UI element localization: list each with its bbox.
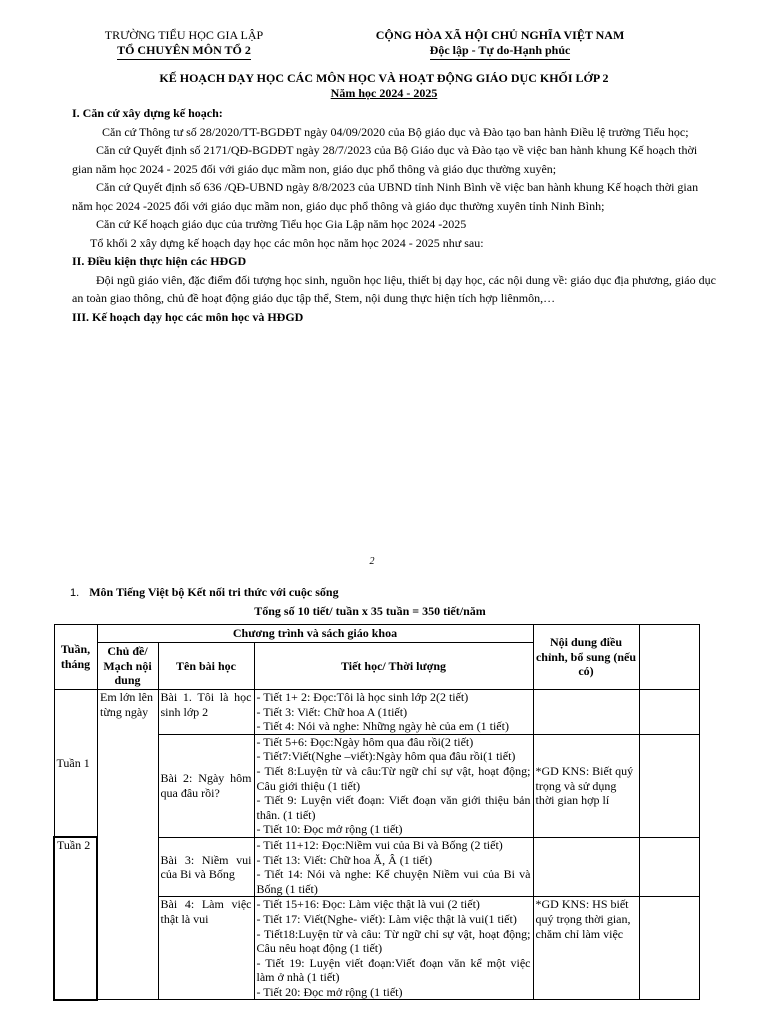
section1-para: Căn cứ Kế hoạch giáo dục của trường Tiểu học Gia Lập năm học 2024 -2025	[96, 217, 467, 231]
lesson-name: Bài 3: Niềm vui của Bi và Bống	[158, 837, 254, 896]
school-header	[76, 28, 292, 60]
extra-cell	[639, 837, 699, 896]
header-program: Chương trình và sách giáo khoa	[97, 625, 533, 643]
title-main: KẾ HOẠCH DẠY HỌC CÁC MÔN HỌC VÀ HOẠT ĐỘNG GIÁO DỤC KHỐI LỚP 2	[159, 71, 609, 85]
extra-cell	[639, 734, 699, 837]
adjust-note	[533, 837, 639, 896]
header-week: Tuần, tháng	[54, 625, 97, 690]
header-topic: Chủ đề/ Mạch nội dung	[97, 643, 158, 690]
school-name: TRƯỜNG TIỂU HỌC GIA LẬP	[104, 28, 264, 42]
department-name: TỔ CHUYÊN MÔN TỔ 2	[76, 43, 292, 60]
section2-heading: II. Điều kiện thực hiện các HĐGD	[72, 254, 247, 268]
period-list: - Tiết 15+16: Đọc: Làm việc thật là vui (2 tiết) - Tiết 17: Viết(Nghe- viết): Làm việc thật là vui(1 tiết) - Tiết18:Luyện từ và câu: Từ ngữ chỉ sự vật, hoạt động; Câu nêu hoạt động (1 tiết) - Tiết 19: Luyện viết đoạn:Viết đoạn văn kể một việc làm ở nhà (1 tiết) - Tiết 20: Đọc mở rộng (1 tiết)	[254, 897, 533, 1000]
section1-para: Căn cứ Thông tư số 28/2020/TT-BGDĐT ngày 04/09/2020 của Bộ giáo dục và Đào tạo ban hành Điều lệ trường Tiểu học;	[102, 124, 689, 139]
period-list: - Tiết 11+12: Đọc:Niềm vui của Bi và Bống (2 tiết) - Tiết 13: Viết: Chữ hoa Ă, Â (1 tiết) - Tiết 14: Nói và nghe: Kể chuyện Niềm vui của Bi và Bống (1 tiết)	[254, 837, 533, 896]
adjust-note	[533, 690, 639, 735]
section1-para: Căn cứ Quyết định số 2171/QĐ-BGDĐT ngày 28/7/2023 của Bộ Giáo dục và Đào tạo về việc ban hành khung Kế hoạch thời gian năm học 2024 - 2025 đối với giáo dục mầm non, giáo dục phổ thông và giáo dục thường xuyên;	[72, 143, 698, 176]
section1-para: Tổ khối 2 xây dựng kế hoạch dạy học các môn học năm học 2024 - 2025 như sau:	[90, 235, 484, 250]
document-body	[72, 104, 718, 326]
extra-cell	[639, 690, 699, 735]
adjust-note: *GD KNS: Biết quý trọng và sử dụng thời gian hợp lí	[533, 734, 639, 837]
adjust-note: *GD KNS: HS biết quý trọng thời gian, chăm chỉ làm việc	[533, 897, 639, 1000]
week-cell: Tuần 1	[54, 690, 97, 838]
header-period: Tiết học/ Thời lượng	[254, 643, 533, 690]
header-lesson: Tên bài học	[158, 643, 254, 690]
lesson-name: Bài 2: Ngày hôm qua đâu rồi?	[158, 734, 254, 837]
period-list: - Tiết 5+6: Đọc:Ngày hôm qua đâu rồi(2 tiết) - Tiết7:Viết(Nghe –viết):Ngày hôm qua đâu rồi(1 tiết) - Tiết 8:Luyện từ và câu:Từ ngữ chỉ sự vật, hoạt động; Câu giới thiệu (1 tiết) - Tiết 9: Luyện viết đoạn: Viết đoạn văn giới thiệu bản thân. (1 tiết) - Tiết 10: Đọc mở rộng (1 tiết)	[254, 734, 533, 837]
lesson-name: Bài 1. Tôi là học sinh lớp 2	[158, 690, 254, 735]
header-extra	[639, 625, 699, 690]
extra-cell	[639, 897, 699, 1000]
lesson-name: Bài 4: Làm việc thật là vui	[158, 897, 254, 1000]
period-list: - Tiết 1+ 2: Đọc:Tôi là học sinh lớp 2(2 tiết) - Tiết 3: Viết: Chữ hoa A (1tiết) - Tiết 4: Nói và nghe: Những ngày hè của em (1 tiết)	[254, 690, 533, 735]
header-adjust: Nội dung điều chỉnh, bổ sung (nếu có)	[533, 625, 639, 690]
topic-cell: Em lớn lên từng ngày	[97, 690, 158, 1000]
document-title	[0, 71, 768, 101]
section1-heading: I. Căn cứ xây dựng kế hoạch:	[72, 106, 223, 120]
subject-total: Tổng số 10 tiết/ tuần x 35 tuần = 350 tiết/năm	[254, 604, 486, 618]
national-title: CỘNG HÒA XÃ HỘI CHỦ NGHĨA VIỆT NAM	[375, 28, 625, 42]
national-motto: Độc lập - Tự do-Hạnh phúc	[362, 43, 638, 60]
page-number: 2	[369, 556, 375, 567]
lesson-plan-table	[53, 624, 700, 1001]
subject-title: 1. Môn Tiếng Việt bộ Kết nối tri thức với cuộc sống	[70, 585, 339, 599]
title-year: Năm học 2024 - 2025	[330, 86, 438, 100]
national-header	[362, 28, 638, 60]
section1-para: Căn cứ Quyết định số 636 /QĐ-UBND ngày 8/8/2023 của UBND tỉnh Ninh Bình về việc ban hành khung Kế hoạch thời gian năm học 2024 -2025 đối với giáo dục mầm non, giáo dục phổ thông và giáo dục thường xuyên tỉnh Ninh Bình;	[72, 180, 699, 213]
section2-para: Đội ngũ giáo viên, đặc điểm đối tượng học sinh, nguồn học liệu, thiết bị dạy học, các nội dung về: giáo dục địa phương, giáo dục an toàn giao thông, chủ đề hoạt động giáo dục tập thể, Stem, nội dung thực hiện tích hợp liênmôn,…	[72, 272, 716, 305]
section3-heading: III. Kế hoạch dạy học các môn học và HĐGD	[72, 309, 304, 324]
week-cell: Tuần 2	[54, 837, 97, 1000]
